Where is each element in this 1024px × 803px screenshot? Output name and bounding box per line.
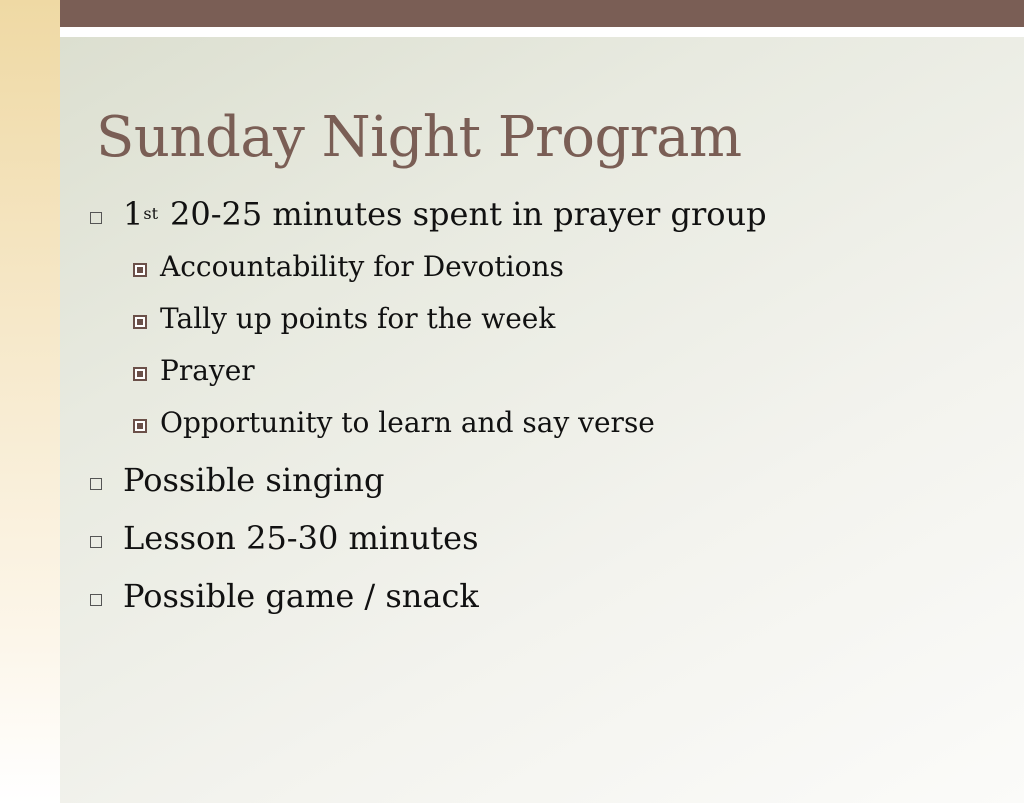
slide-title: Sunday Night Program	[96, 105, 742, 170]
sub-item-text: Prayer	[160, 354, 255, 387]
sub-item-prayer	[133, 354, 255, 388]
sub-item-tally-points	[133, 302, 555, 336]
sub-item-text: Tally up points for the week	[160, 302, 556, 335]
top-accent-bar	[60, 0, 1024, 27]
bullet-number: 1	[123, 195, 144, 233]
sub-item-accountability	[133, 250, 564, 284]
bullet-item-lesson	[90, 518, 479, 558]
filled-square-bullet-icon	[133, 315, 147, 329]
filled-square-bullet-icon	[133, 419, 147, 433]
sub-item-text: Opportunity to learn and say verse	[160, 406, 655, 439]
hollow-square-bullet-icon	[90, 212, 102, 224]
hollow-square-bullet-icon	[90, 478, 102, 490]
top-divider-gap	[60, 27, 1024, 37]
sub-item-text: Accountability for Devotions	[160, 250, 564, 283]
bullet-text: 20-25 minutes spent in prayer group	[170, 195, 767, 233]
bullet-text: Possible singing	[123, 461, 385, 499]
bullet-item-game-snack	[90, 576, 479, 616]
bullet-text: Possible game / snack	[123, 577, 479, 615]
filled-square-bullet-icon	[133, 367, 147, 381]
left-accent-band	[0, 0, 60, 803]
filled-square-bullet-icon	[133, 263, 147, 277]
bullet-item-prayer-group: 1 st 20-25 minutes spent in prayer group	[90, 194, 767, 234]
bullet-text: Lesson 25-30 minutes	[123, 519, 479, 557]
bullet-item-singing	[90, 460, 384, 500]
hollow-square-bullet-icon	[90, 594, 102, 606]
hollow-square-bullet-icon	[90, 536, 102, 548]
sub-item-verse	[133, 406, 655, 440]
